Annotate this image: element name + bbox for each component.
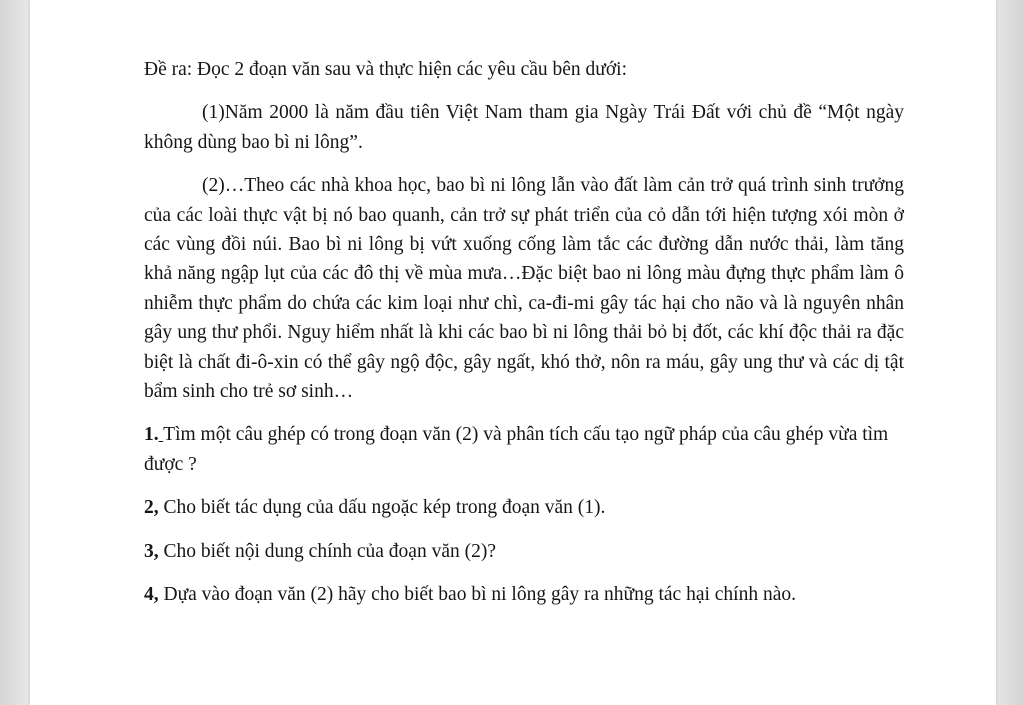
paragraph-2: (2)…Theo các nhà khoa học, bao bì ni lông lẫn vào đất làm cản trở quá trình sinh trưởng của các loài thực vật bị nó bao quanh, cản trở sự phát triển của cỏ dẫn tới hiện tượng xói mòn ở các vùng đồi núi. Bao bì ni lông bị vứt xuống cống làm tắc các đường dẫn nước thải, làm tăng khả năng ngập lụt của các đô thị về mùa mưa…Đặc biệt bao ni lông màu đựng thực phẩm làm ô nhiễm thực phẩm do chứa các kim loại như chì, ca-đi-mi gây tác hại cho não và là nguyên nhân gây ung thư phổi. Nguy hiểm nhất là khi các bao bì ni lông thải bỏ bị đốt, các khí độc thải ra đặc biệt là chất đi-ô-xin có thể gây ngộ độc, gây ngất, khó thở, nôn ra máu, gây ung thư và các dị tật bẩm sinh cho trẻ sơ sinh… [144,175,904,403]
question-2 [144,493,904,522]
paragraph-1: (1)Năm 2000 là năm đầu tiên Việt Nam tham gia Ngày Trái Đất với chủ đề “Một ngày không dùng bao bì ni lông”. [144,102,904,153]
question-4 [144,580,904,609]
question-1 [144,420,904,479]
viewer-background-left [0,0,30,705]
document-content [144,55,904,624]
question-number: 1. [144,424,159,446]
question-text: Tìm một câu ghép có trong đoạn văn (2) và phân tích cấu tạo ngữ pháp của câu ghép vừa tìm được ? [144,424,889,475]
question-number: 3, [144,540,159,562]
question-text: Cho biết tác dụng của dấu ngoặc kép trong đoạn văn (1). [158,497,606,519]
viewer-background-right [996,0,1024,705]
question-number: 4, [144,584,159,606]
question-text: Dựa vào đoạn văn (2) hãy cho biết bao bì ni lông gây ra những tác hại chính nào. [158,584,796,606]
question-number: 2, [144,497,159,519]
question-text: Cho biết nội dung chính của đoạn văn (2)? [158,540,496,562]
exam-prompt: Đề ra: Đọc 2 đoạn văn sau và thực hiện các yêu cầu bên dưới: [144,59,628,80]
document-page [30,0,996,705]
question-3 [144,537,904,566]
